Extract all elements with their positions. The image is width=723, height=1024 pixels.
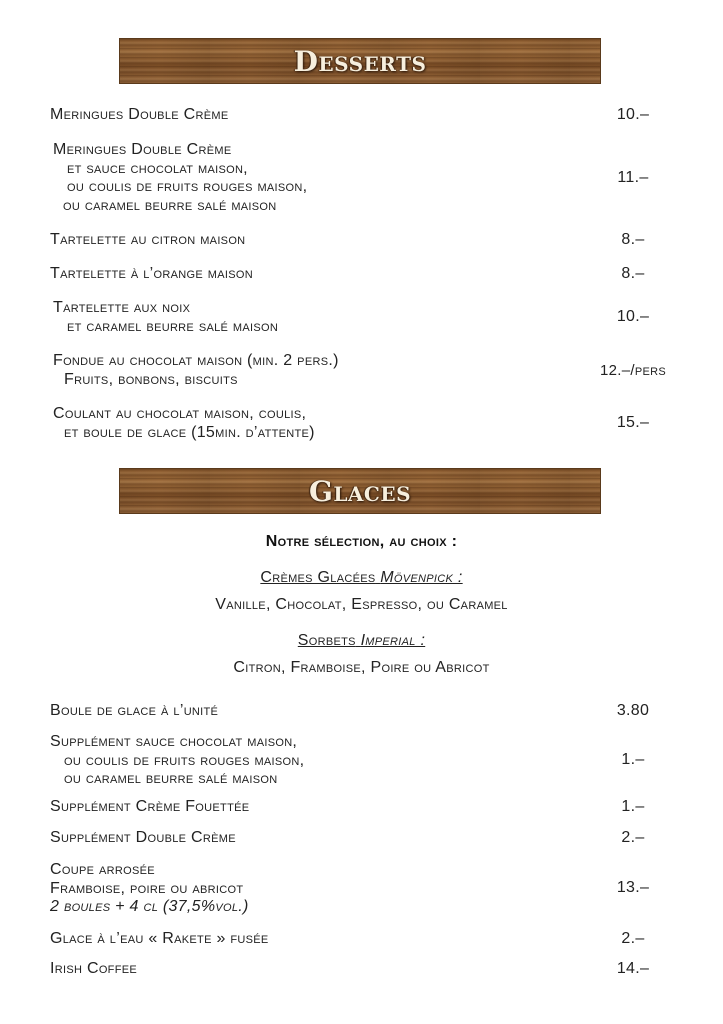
sorbets-brand: Imperial :	[360, 632, 426, 649]
menu-item	[50, 829, 236, 848]
menu-item	[50, 733, 304, 789]
item-name: Meringues Double Crème	[50, 106, 229, 123]
cremes-heading	[0, 569, 723, 588]
item-name: Supplément sauce chocolat maison,	[50, 733, 298, 750]
item-name: Tartelette à l’orange maison	[50, 265, 253, 282]
item-description: ou caramel beurre salé maison	[63, 197, 277, 215]
item-price: 3.80	[616, 702, 650, 719]
item-price: 8.–	[621, 265, 645, 282]
item-price: 11.–	[617, 169, 649, 186]
item-price: 10.–	[616, 308, 650, 325]
item-price: 2.–	[621, 930, 645, 947]
menu-item	[53, 299, 278, 336]
menu-item	[50, 861, 249, 917]
cremes-flavours: Vanille, Chocolat, Espresso, ou Caramel	[215, 596, 508, 613]
menu-item	[53, 352, 339, 389]
item-description: et caramel beurre salé maison	[67, 317, 279, 335]
item-name: Supplément Crème Fouettée	[50, 798, 250, 815]
menu-item	[50, 702, 218, 721]
selection-heading: Notre sélection, au choix :	[265, 533, 458, 550]
item-price: 1.–	[621, 798, 645, 815]
menu-item	[50, 930, 269, 949]
item-description: ou coulis de fruits rouges maison,	[67, 178, 308, 196]
item-description: ou caramel beurre salé maison	[64, 770, 278, 788]
item-name: Tartelette aux noix	[53, 299, 191, 316]
menu-item	[53, 405, 315, 442]
menu-item	[50, 231, 245, 250]
item-name: Glace à l’eau « Rakete » fusée	[50, 930, 269, 947]
item-description: ou coulis de fruits rouges maison,	[64, 751, 305, 769]
item-price: 10.–	[616, 106, 650, 123]
item-price: 15.–	[616, 414, 650, 431]
desserts-title: Desserts	[293, 44, 427, 78]
menu-item	[50, 798, 249, 817]
item-description: et boule de glace (15min. d’attente)	[64, 423, 315, 441]
item-name: Tartelette au citron maison	[50, 231, 246, 248]
item-description: Fruits, bonbons, biscuits	[64, 370, 238, 388]
cremes-label: Crèmes Glacées	[260, 569, 376, 586]
desserts-banner	[119, 38, 601, 84]
item-name: Coulant au chocolat maison, coulis,	[53, 405, 307, 422]
sorbets-flavours: Citron, Framboise, Poire ou Abricot	[233, 659, 490, 676]
item-name: Irish Coffee	[50, 960, 137, 977]
menu-item	[50, 960, 137, 979]
cremes-brand: Mövenpick :	[380, 569, 463, 586]
item-name: Boule de glace à l’unité	[50, 702, 219, 719]
menu-item	[53, 141, 307, 216]
item-price: 1.–	[621, 751, 645, 768]
glaces-title: Glaces	[308, 474, 412, 508]
sorbets-label: Sorbets	[297, 632, 356, 649]
item-name: Supplément Double Crème	[50, 829, 236, 846]
menu-item	[50, 265, 253, 284]
item-name: Meringues Double Crème	[53, 141, 232, 158]
item-description: Framboise, poire ou abricot	[50, 879, 244, 897]
item-name: Fondue au chocolat maison (min. 2 pers.)	[53, 352, 339, 369]
sorbets-heading	[0, 632, 723, 651]
item-price: 8.–	[621, 231, 645, 248]
item-name: Coupe arrosée	[50, 861, 155, 878]
item-description: 2 boules + 4 cl (37,5%vol.)	[50, 898, 249, 916]
glaces-banner	[119, 468, 601, 514]
item-price: 14.–	[616, 960, 650, 977]
item-price: 13.–	[616, 879, 650, 896]
menu-item	[50, 106, 228, 125]
item-price: 2.–	[621, 829, 645, 846]
item-price: 12.–/pers	[599, 362, 667, 379]
item-description: et sauce chocolat maison,	[67, 159, 248, 177]
